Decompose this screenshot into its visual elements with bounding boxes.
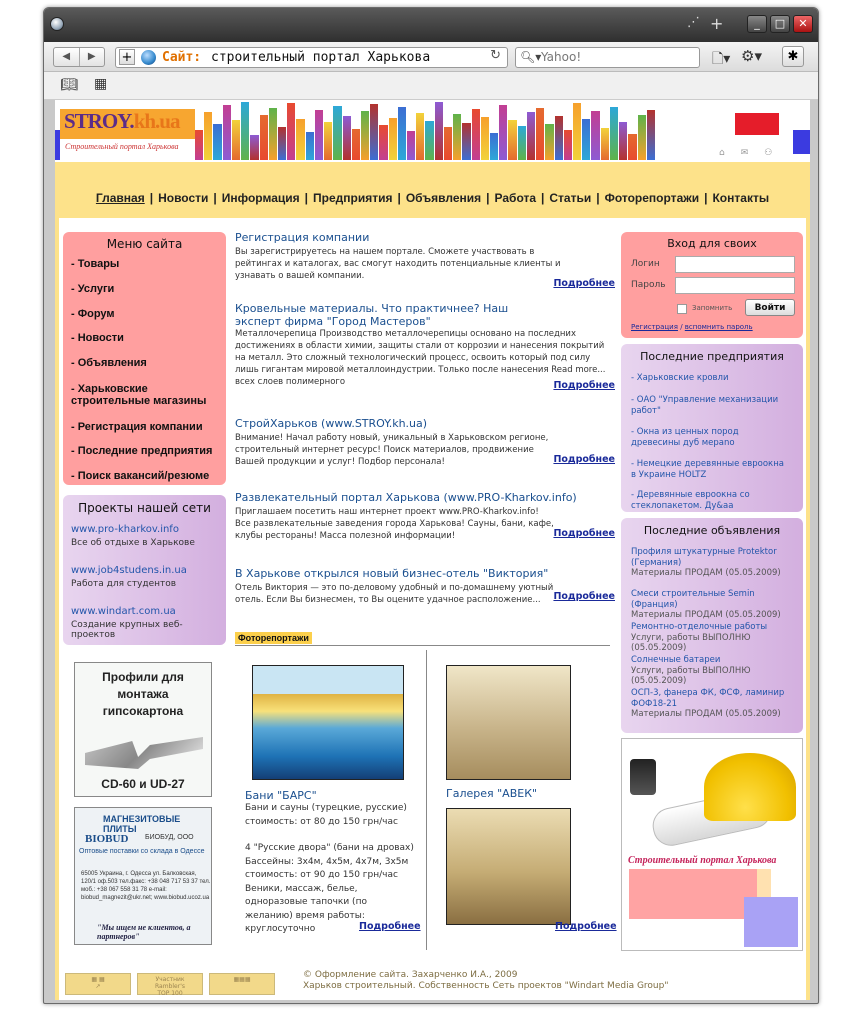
book-icon[interactable]: 📖︎ <box>60 77 78 93</box>
skyline-building <box>555 116 563 160</box>
menu-item-job-search[interactable]: - Поиск вакансий/резюме <box>71 470 210 482</box>
ad-item-title[interactable]: Солнечные батареи <box>631 655 721 665</box>
ad-item-sub: Материалы ПРОДАМ (05.05.2009) <box>631 610 781 620</box>
metal-profile-image <box>85 729 203 769</box>
ad2-brand-logo: BIOBUD <box>85 833 129 845</box>
page-viewport <box>55 100 810 1000</box>
login-label: Логин <box>631 259 660 269</box>
skyline-building <box>352 129 360 160</box>
more-link[interactable]: Подробнее <box>553 528 615 539</box>
nav-separator: | <box>486 191 490 205</box>
skyline-building <box>564 130 572 160</box>
rambler-top: Участник <box>155 976 185 983</box>
title-bar <box>44 8 818 42</box>
logo-main: STROY. <box>64 109 134 133</box>
ad-item-title[interactable]: ОСП-3, фанера ФК, ФСФ, ламинир ФОФ18-21 <box>631 688 785 709</box>
skyline-building <box>370 104 378 160</box>
nav-link[interactable]: Контакты <box>712 191 770 205</box>
skyline-building <box>250 135 258 160</box>
skyline-building <box>343 116 351 160</box>
portal-banner[interactable] <box>621 738 803 951</box>
skyline-building <box>379 125 387 160</box>
rambler-mid: Rambler's <box>155 983 185 990</box>
address-bar[interactable] <box>115 47 508 68</box>
password-input[interactable] <box>675 277 795 294</box>
logo-domain: kh.ua <box>133 109 180 133</box>
menu-item-news[interactable]: - Новости <box>71 332 124 344</box>
login-button[interactable]: Войти <box>745 299 795 316</box>
nav-separator: | <box>541 191 545 205</box>
skyline-building <box>508 120 516 160</box>
skyline-building <box>545 124 553 160</box>
nav-separator: | <box>213 191 217 205</box>
ad2-company: БИОБУД, ООО <box>145 834 194 841</box>
ad-item-sub: Услуги, работы ВЫПОЛНЮ (05.05.2009) <box>631 632 751 653</box>
nav-link[interactable]: Фоторепортажи <box>604 191 700 205</box>
projects-title: Проекты нашей сети <box>78 501 211 515</box>
skyline-building <box>610 107 618 160</box>
nav-buttons <box>53 47 105 67</box>
forgot-password-link[interactable]: вспомнить пароль <box>684 323 753 331</box>
skyline-building <box>499 105 507 160</box>
skyline-building <box>628 134 636 160</box>
news-title[interactable]: Кровельные материалы. Что практичнее? Наш эксперт фирма "Город Мастеров" <box>235 302 509 328</box>
nav-separator: | <box>304 191 308 205</box>
news-item <box>235 302 615 391</box>
more-link[interactable]: Подробнее <box>553 591 615 602</box>
network-projects <box>63 495 226 645</box>
news-body: Приглашаем посетить наш интернет проект www.PRO-Kharkov.info! Все развлекательные заведения города Харькова! Сауны, бани, кафе, клубы рестораны! Масса полезной информации! <box>235 507 554 541</box>
ad-item[interactable] <box>631 622 801 654</box>
project-desc: Создание крупных веб-проектов <box>71 620 183 640</box>
skyline-building <box>333 106 341 160</box>
enterprise-link[interactable]: - Харьковские кровли <box>631 373 729 383</box>
hard-hat-image <box>704 753 796 821</box>
ad-item-title[interactable]: Профиля штукатурные Protektor (Германия) <box>631 547 777 568</box>
grid-icon[interactable]: ▦ <box>94 76 108 92</box>
login-links <box>631 323 753 331</box>
skyline-building <box>324 122 332 160</box>
site-header <box>55 100 810 162</box>
more-link[interactable]: Подробнее <box>359 921 421 932</box>
counter-badge-rambler[interactable] <box>137 973 203 995</box>
skyline-building <box>536 108 544 160</box>
nav-link[interactable]: Главная <box>95 191 145 205</box>
ad-item-sub: Материалы ПРОДАМ (05.05.2009) <box>631 568 781 578</box>
nav-link[interactable]: Информация <box>221 191 300 205</box>
nav-link[interactable]: Предприятия <box>313 191 393 205</box>
skyline-building <box>315 110 323 160</box>
news-item <box>235 488 615 542</box>
skyline-building <box>619 122 627 160</box>
home-icon[interactable]: ⌂ <box>719 148 725 158</box>
ad1-bottom: CD-60 и UD-27 <box>101 777 185 791</box>
project-link[interactable]: www.windart.com.ua <box>71 606 176 617</box>
header-icons <box>719 148 772 158</box>
main-navigation <box>55 191 810 205</box>
news-body: Отель Виктория — это по-деловому удобный и по-домашнему уютный отель. Если Вы бизнесмен, то Вы оцените удачное расположение... <box>235 583 554 605</box>
skyline-building <box>647 110 655 160</box>
photo-divider <box>426 650 427 950</box>
bars-text-1: Бани и сауны (турецкие, русские) стоимость: от 80 до 150 грн/час <box>245 803 407 827</box>
avek-gallery-photo[interactable] <box>446 665 571 780</box>
menu-item-registration[interactable]: - Регистрация компании <box>71 421 203 433</box>
reload-icon[interactable]: ↻ <box>490 48 501 63</box>
skyline-building <box>444 127 452 160</box>
search-field[interactable] <box>515 47 700 68</box>
skyline-building <box>223 105 231 160</box>
gear-icon[interactable]: ⚙▾ <box>741 47 762 65</box>
photo-reports-label: Фоторепортажи <box>235 632 312 644</box>
globe-icon <box>141 50 156 65</box>
news-title[interactable]: Регистрация компании <box>235 231 370 244</box>
news-body: Металлочерепица Производство металлочерепицы основано на последних достижениях в области химии, защиты стали от коррозии и нанесения покрытий на металл. Это сложный технологический процесс, освоить который под силу лишь гигантам мировой металлоиндустрии. Только после нанесения Read more... всех слоев полимерного <box>235 329 606 387</box>
content-area <box>59 218 806 1000</box>
news-item <box>235 228 615 289</box>
more-link[interactable]: Подробнее <box>553 278 615 289</box>
skyline-building <box>481 117 489 160</box>
header-accent-blue <box>793 130 810 154</box>
skyline-building <box>269 108 277 160</box>
enterprise-link[interactable]: - Деревянные евроокна со стеклопакетом. Ду&аа <box>631 490 750 511</box>
skyline-building <box>278 127 286 160</box>
sitemap-icon[interactable]: ⚇ <box>764 148 773 158</box>
nav-link[interactable]: Работа <box>494 191 537 205</box>
site-footer <box>55 970 810 1000</box>
remember-label: Запомнить <box>692 304 733 312</box>
skyline-building <box>195 130 203 160</box>
skyline-building <box>241 102 249 160</box>
site-menu <box>63 232 226 485</box>
browser-toolbar <box>44 42 818 72</box>
menu-item-ads[interactable]: - Объявления <box>71 357 147 369</box>
skyline-building <box>306 132 314 160</box>
skyline-building <box>490 133 498 160</box>
news-item <box>235 564 615 606</box>
login-input[interactable] <box>675 256 795 273</box>
skyline-building <box>204 112 212 160</box>
skyline-building <box>472 109 480 160</box>
nav-link[interactable]: Объявления <box>405 191 482 205</box>
last-ads-box <box>621 518 803 733</box>
skyline-building <box>416 113 424 160</box>
drywall-profile-ad[interactable] <box>74 662 212 797</box>
menu-item-forum[interactable]: - Форум <box>71 308 115 320</box>
skyline-building <box>527 112 535 160</box>
ad1-line: монтажа <box>117 687 169 701</box>
skyline-building <box>407 131 415 160</box>
logo-tagline: Строительный портал Харькова <box>65 142 179 151</box>
login-form <box>621 232 803 338</box>
ad2-title: МАГНЕЗИТОВЫЕ ПЛИТЫ <box>103 814 181 834</box>
project-link[interactable]: www.pro-kharkov.info <box>71 524 179 535</box>
menu-title: Меню сайта <box>106 237 183 251</box>
skyline-building <box>398 107 406 160</box>
nav-separator: | <box>596 191 600 205</box>
skyline-building <box>232 120 240 160</box>
footer-line-2: Харьков строительный. Собственность Сеть проектов "Windart Media Group" <box>303 981 669 991</box>
ad2-slogan: "Мы ищем не клиентов, а партнеров" <box>97 923 191 941</box>
back-button[interactable]: ◀ <box>62 51 71 62</box>
address-label: Сайт: <box>162 50 202 65</box>
news-title[interactable]: СтройХарьков (www.STROY.kh.ua) <box>235 417 428 430</box>
bookmarks-bar <box>44 72 818 100</box>
register-link[interactable]: Регистрация <box>631 323 678 331</box>
ad1-line: гипсокартона <box>102 704 184 718</box>
nav-separator: | <box>704 191 708 205</box>
add-bookmark-button[interactable]: + <box>119 49 135 65</box>
page-menu-icon[interactable]: 🗋▾ <box>712 51 731 67</box>
banner-text: Строительный портал Харькова <box>628 855 777 866</box>
ad1-line: Профили для <box>102 670 184 684</box>
skyline-building <box>287 103 295 160</box>
ad-item[interactable] <box>631 655 801 687</box>
last-enterprises-box <box>621 344 803 512</box>
skyline-building <box>296 119 304 160</box>
site-logo[interactable] <box>64 109 179 134</box>
ad2-subtitle: Оптовые поставки со склада в Одессе <box>79 848 205 855</box>
ad-item[interactable] <box>631 688 791 720</box>
photo-reports-header <box>235 632 610 646</box>
nav-link[interactable]: Статьи <box>549 191 592 205</box>
enterprise-link[interactable]: - ОАО "Управление механизации работ" <box>631 395 779 416</box>
login-title: Вход для своих <box>667 237 757 250</box>
ads-title: Последние объявления <box>643 524 781 537</box>
tape-measure-image <box>630 759 656 795</box>
ad2-address: 65005 Украина, г. Одесса ул. Балковская, 120/1 оф.503 тел.факс: +38 048 717 53 37 тел. моб.: +38 067 558 31 78 e-mail: biobud_magnezit@ukr.net; www.biobud.ucoz.ua <box>81 871 211 901</box>
minimize-button[interactable]: _ <box>747 15 767 33</box>
project-link[interactable]: www.job4studens.in.ua <box>71 565 187 576</box>
skyline-building <box>591 111 599 160</box>
biobud-ad[interactable] <box>74 807 212 945</box>
skyline-building <box>435 102 443 160</box>
news-title[interactable]: В Харькове открылся новый бизнес-отель "Виктория" <box>235 567 549 580</box>
footer-text <box>303 970 668 992</box>
more-link[interactable]: Подробнее <box>553 380 615 391</box>
menu-item-goods[interactable]: - Товары <box>71 258 120 270</box>
password-label: Пароль <box>631 280 666 290</box>
header-accent-red <box>735 113 779 135</box>
footer-line-1: © Оформление сайта. Захарченко И.А., 2009 <box>303 970 518 980</box>
bars-text-2: 4 "Русские двора" (бани на дровах) Бассейны: 3х4м, 4х5м, 4х7м, 3х5м стоимость: от 90 до 150 грн/час Веники, массаж, белье, одноразовые тапочки (по желанию) время работы: круглосуточно <box>245 843 414 934</box>
skyline-building <box>573 103 581 160</box>
remember-checkbox[interactable] <box>677 304 687 314</box>
ad-item-sub: Материалы ПРОДАМ (05.05.2009) <box>631 709 781 719</box>
more-link[interactable]: Подробнее <box>553 454 615 465</box>
skyline-building <box>453 114 461 160</box>
skyline-building <box>361 111 369 160</box>
menu-item-last-enterprises[interactable]: - Последние предприятия <box>71 445 213 457</box>
enterprise-link[interactable]: - Окна из ценных пород древесины дуб мераnо <box>631 427 739 448</box>
bars-pool-photo[interactable] <box>252 665 404 780</box>
skyline-building <box>601 128 609 160</box>
menu-item-shops[interactable]: - Харьковские строительные магазины <box>71 383 207 407</box>
ad-item-title[interactable]: Смеси строительные Semin (Франция) <box>631 589 755 610</box>
search-icon[interactable]: 🔍︎▾ <box>520 50 542 64</box>
counter-badge-1[interactable]: ▦ ▦ ↗ <box>65 973 131 995</box>
news-body: Внимание! Начал работу новый, уникальный в Харьковском регионе, строительный интернет ресурс! Поиск материалов, продвижение Вашей продукции и услуг! Подбор персонала! <box>235 433 549 467</box>
maximize-button[interactable]: □ <box>770 15 790 33</box>
ad-item[interactable] <box>631 547 801 579</box>
ad-item-title[interactable]: Ремонтно-отделочные работы <box>631 622 768 632</box>
news-title[interactable]: Развлекательный портал Харькова (www.PRO-Kharkov.info) <box>235 491 577 504</box>
ad1-heading <box>75 669 211 720</box>
browser-window <box>43 7 819 1004</box>
forward-button[interactable]: ▶ <box>79 48 105 66</box>
browser-logo-icon <box>50 17 64 31</box>
skyline-building <box>389 118 397 160</box>
project-desc: Работа для студентов <box>71 579 177 589</box>
rambler-bot: TOP 100 <box>157 990 183 997</box>
banner-block-peach <box>757 869 771 899</box>
avek-gallery-photo-2[interactable] <box>446 808 571 925</box>
ad-item[interactable] <box>631 589 801 621</box>
mail-icon[interactable]: ✉ <box>740 148 749 158</box>
city-skyline-image <box>195 102 655 160</box>
bars-caption[interactable]: Бани "БАРС" <box>245 789 317 802</box>
skyline-building <box>213 124 221 160</box>
address-text[interactable]: строительный портал Харькова <box>211 50 431 65</box>
banner-block-pink <box>629 869 757 919</box>
enterprise-link[interactable]: - Немецкие деревянные евроокна в Украине HOLTZ <box>631 459 784 480</box>
menu-item-services[interactable]: - Услуги <box>71 283 115 295</box>
counter-badge-3[interactable]: ▦▦▦ <box>209 973 275 995</box>
enterprises-title: Последние предприятия <box>640 350 784 363</box>
nav-separator: | <box>397 191 401 205</box>
bars-description <box>245 802 415 937</box>
avek-caption[interactable]: Галерея "АВЕК" <box>446 787 538 800</box>
banner-block-violet <box>744 897 798 947</box>
nav-link[interactable]: Новости <box>158 191 209 205</box>
tab-scroll-icon[interactable]: ⋰ <box>687 15 700 30</box>
nav-separator: | <box>149 191 154 205</box>
project-desc: Все об отдыхе в Харькове <box>71 538 195 548</box>
new-tab-button[interactable]: + <box>710 14 724 33</box>
news-body: Вы зарегистрируетесь на нашем портале. Сможете участвовать в рейтингах и каталогах, вас смогут находить потенциальные клиенты и узнавать о вашей компании. <box>235 247 561 281</box>
skyline-building <box>462 123 470 160</box>
more-link[interactable]: Подробнее <box>555 921 617 932</box>
ad-item-sub: Услуги, работы ВЫПОЛНЮ (05.05.2009) <box>631 665 751 686</box>
news-item <box>235 414 615 468</box>
link-separator: / <box>680 323 683 331</box>
bug-icon[interactable]: ✱ <box>782 46 804 67</box>
search-placeholder: Yahoo! <box>541 50 582 64</box>
skyline-building <box>260 115 268 160</box>
skyline-building <box>518 126 526 160</box>
close-button[interactable]: ✕ <box>793 15 813 33</box>
skyline-building <box>638 115 646 160</box>
skyline-building <box>582 119 590 160</box>
skyline-building <box>425 121 433 160</box>
